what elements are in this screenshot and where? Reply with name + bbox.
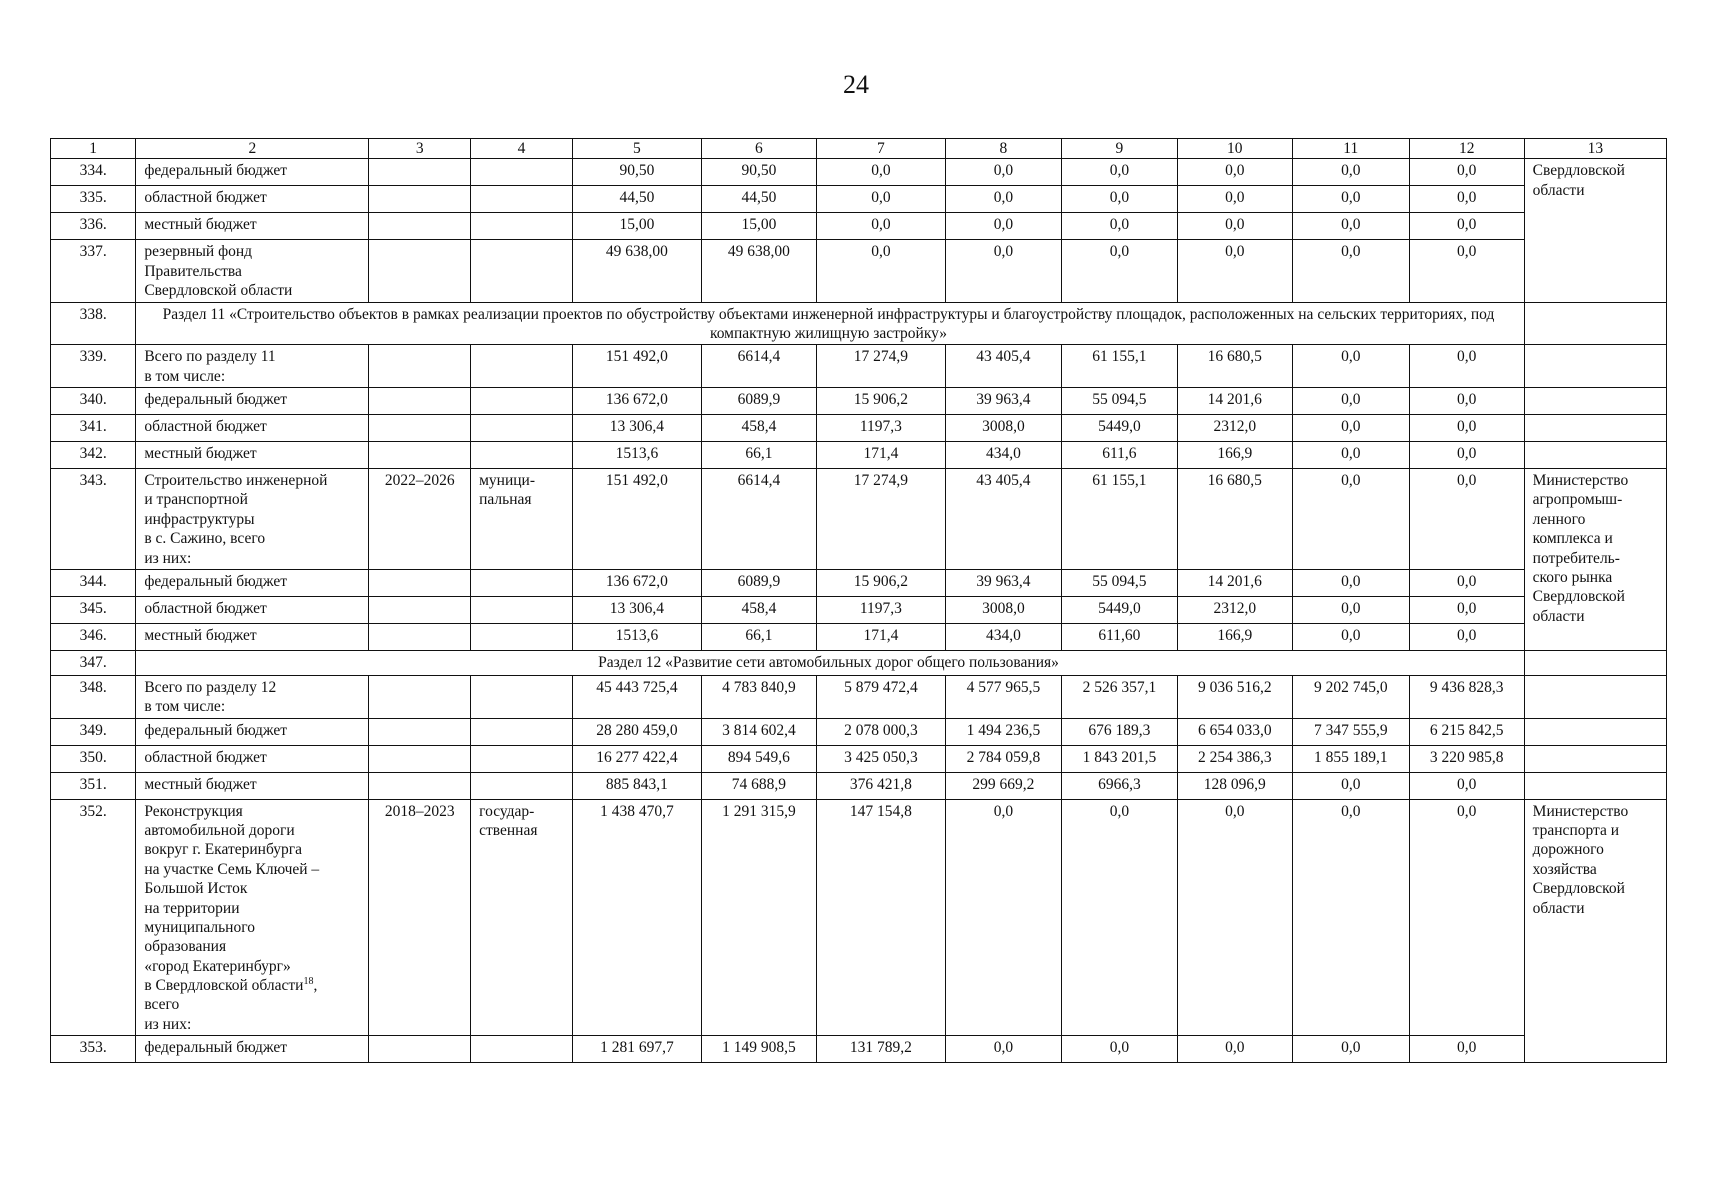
- row-name-text: резервный фонд Правительства Свердловской области: [144, 243, 293, 300]
- column-header: 1: [51, 139, 136, 159]
- value-cell: 166,9: [1177, 623, 1292, 650]
- ownership-cell: [471, 388, 573, 415]
- value-cell: 55 094,5: [1061, 388, 1177, 415]
- ownership-cell: [471, 718, 573, 745]
- value-cell: 0,0: [945, 1036, 1061, 1063]
- row-name-text: местный бюджет: [144, 216, 257, 234]
- row-name-text: федеральный бюджет: [144, 162, 287, 180]
- row-name: [136, 469, 369, 570]
- value-cell: 0,0: [945, 799, 1061, 1036]
- value-cell: 14 201,6: [1177, 569, 1292, 596]
- value-cell: 90,50: [701, 159, 816, 186]
- value-cell: 1 291 315,9: [701, 799, 816, 1036]
- row-name: [136, 213, 369, 240]
- value-cell: 1 438 470,7: [572, 799, 701, 1036]
- value-cell: 0,0: [1292, 345, 1409, 388]
- value-cell: 0,0: [1409, 388, 1524, 415]
- value-cell: 4 783 840,9: [701, 675, 816, 718]
- row-number: 345.: [51, 596, 136, 623]
- row-number: 352.: [51, 799, 136, 1036]
- period-cell: [369, 240, 471, 302]
- row-name-text: Строительство инженерной и транспортной инфраструктуры в с. Сажино, всего из них:: [144, 472, 328, 567]
- value-cell: 0,0: [1409, 186, 1524, 213]
- value-cell: 0,0: [1292, 1036, 1409, 1063]
- responsible-cell: Министерство агропромыш- ленного комплекса и потребитель- ского рынка Свердловской области: [1524, 469, 1666, 651]
- period-cell: [369, 159, 471, 186]
- value-cell: 136 672,0: [572, 569, 701, 596]
- value-cell: 39 963,4: [945, 569, 1061, 596]
- ownership-cell: [471, 1036, 573, 1063]
- column-header: 10: [1177, 139, 1292, 159]
- value-cell: 15 906,2: [816, 569, 945, 596]
- value-cell: 458,4: [701, 596, 816, 623]
- responsible-cell: Министерство транспорта и дорожного хозяйства Свердловской области: [1524, 799, 1666, 1063]
- value-cell: 5449,0: [1061, 415, 1177, 442]
- empty-cell: [1524, 302, 1666, 345]
- value-cell: 1 843 201,5: [1061, 745, 1177, 772]
- value-cell: 0,0: [1292, 469, 1409, 570]
- table-row: [51, 772, 1667, 799]
- table-row: [51, 1036, 1667, 1063]
- ownership-cell: государ- ственная: [471, 799, 573, 1036]
- value-cell: 171,4: [816, 442, 945, 469]
- table-row: [51, 718, 1667, 745]
- value-cell: 6614,4: [701, 469, 816, 570]
- row-name: [136, 569, 369, 596]
- value-cell: 2312,0: [1177, 596, 1292, 623]
- value-cell: 44,50: [572, 186, 701, 213]
- empty-cell: [1524, 675, 1666, 718]
- value-cell: 3 220 985,8: [1409, 745, 1524, 772]
- row-number: 351.: [51, 772, 136, 799]
- row-number: 349.: [51, 718, 136, 745]
- period-cell: [369, 345, 471, 388]
- table-row: [51, 799, 1667, 1036]
- period-cell: [369, 186, 471, 213]
- row-number: 343.: [51, 469, 136, 570]
- value-cell: 45 443 725,4: [572, 675, 701, 718]
- footnote-mark: 18: [303, 975, 314, 987]
- value-cell: 0,0: [1409, 569, 1524, 596]
- row-name-text: Всего по разделу 11 в том числе:: [144, 348, 276, 385]
- row-number: 336.: [51, 213, 136, 240]
- row-name: [136, 442, 369, 469]
- page-number: 24: [843, 70, 869, 99]
- value-cell: 434,0: [945, 442, 1061, 469]
- value-cell: 5 879 472,4: [816, 675, 945, 718]
- value-cell: 0,0: [1409, 469, 1524, 570]
- column-header: 12: [1409, 139, 1524, 159]
- value-cell: 0,0: [945, 186, 1061, 213]
- value-cell: 2 078 000,3: [816, 718, 945, 745]
- row-number: 334.: [51, 159, 136, 186]
- empty-cell: [1524, 650, 1666, 675]
- column-header: 13: [1524, 139, 1666, 159]
- period-cell: [369, 596, 471, 623]
- value-cell: 0,0: [1409, 240, 1524, 302]
- ownership-cell: [471, 186, 573, 213]
- column-header: 11: [1292, 139, 1409, 159]
- period-cell: 2018–2023: [369, 799, 471, 1036]
- row-name-text: Реконструкция автомобильной дороги вокруг г. Екатеринбурга на участке Семь Ключей – Большой Исток на территории муниципального образования «город Екатеринбург» в Свердловской области: [144, 802, 320, 994]
- section-title: Раздел 11 «Строительство объектов в рамках реализации проектов по обустройству объектами инженерной инфраструктуры и благоустройству площадок, расположенных на сельских территориях, под компактную жилищную застройку»: [136, 302, 1524, 345]
- value-cell: 7 347 555,9: [1292, 718, 1409, 745]
- table-row: [51, 675, 1667, 718]
- value-cell: 16 680,5: [1177, 469, 1292, 570]
- value-cell: 44,50: [701, 186, 816, 213]
- value-cell: 0,0: [816, 186, 945, 213]
- ownership-cell: муници- пальная: [471, 469, 573, 570]
- row-name: [136, 1036, 369, 1063]
- row-number: 346.: [51, 623, 136, 650]
- value-cell: 3 814 602,4: [701, 718, 816, 745]
- row-number: 335.: [51, 186, 136, 213]
- value-cell: 136 672,0: [572, 388, 701, 415]
- row-name-text: Всего по разделу 12 в том числе:: [144, 678, 277, 716]
- table-row: [51, 596, 1667, 623]
- empty-cell: [1524, 442, 1666, 469]
- column-header: 4: [471, 139, 573, 159]
- row-name: [136, 186, 369, 213]
- value-cell: 131 789,2: [816, 1036, 945, 1063]
- value-cell: 43 405,4: [945, 469, 1061, 570]
- value-cell: 1 149 908,5: [701, 1036, 816, 1063]
- value-cell: 0,0: [1292, 240, 1409, 302]
- value-cell: 0,0: [945, 159, 1061, 186]
- empty-cell: [1524, 718, 1666, 745]
- value-cell: 74 688,9: [701, 772, 816, 799]
- value-cell: 0,0: [1177, 159, 1292, 186]
- ownership-cell: [471, 569, 573, 596]
- row-number: 347.: [51, 650, 136, 675]
- row-name: [136, 159, 369, 186]
- value-cell: 16 680,5: [1177, 345, 1292, 388]
- row-name-text: областной бюджет: [144, 189, 267, 207]
- value-cell: 0,0: [816, 159, 945, 186]
- value-cell: 0,0: [1292, 213, 1409, 240]
- value-cell: 0,0: [816, 240, 945, 302]
- row-name-text: местный бюджет: [144, 775, 257, 793]
- value-cell: 0,0: [945, 240, 1061, 302]
- value-cell: 2 254 386,3: [1177, 745, 1292, 772]
- table-row: [51, 569, 1667, 596]
- value-cell: 676 189,3: [1061, 718, 1177, 745]
- value-cell: 13 306,4: [572, 596, 701, 623]
- value-cell: 6 215 842,5: [1409, 718, 1524, 745]
- value-cell: 0,0: [1292, 442, 1409, 469]
- ownership-cell: [471, 596, 573, 623]
- value-cell: 0,0: [1292, 159, 1409, 186]
- value-cell: 299 669,2: [945, 772, 1061, 799]
- value-cell: 458,4: [701, 415, 816, 442]
- value-cell: 13 306,4: [572, 415, 701, 442]
- ownership-cell: [471, 240, 573, 302]
- row-name: [136, 240, 369, 302]
- row-number: 337.: [51, 240, 136, 302]
- value-cell: 66,1: [701, 442, 816, 469]
- value-cell: 3008,0: [945, 415, 1061, 442]
- value-cell: 2 784 059,8: [945, 745, 1061, 772]
- table-row: [51, 186, 1667, 213]
- row-name-text: областной бюджет: [144, 599, 267, 617]
- value-cell: 894 549,6: [701, 745, 816, 772]
- period-cell: [369, 442, 471, 469]
- value-cell: 9 036 516,2: [1177, 675, 1292, 718]
- value-cell: 0,0: [1409, 596, 1524, 623]
- value-cell: 5449,0: [1061, 596, 1177, 623]
- row-name-text: местный бюджет: [144, 626, 257, 644]
- header-row: [51, 139, 1667, 159]
- ownership-cell: [471, 772, 573, 799]
- value-cell: 0,0: [1409, 213, 1524, 240]
- period-cell: [369, 675, 471, 718]
- row-name-text: федеральный бюджет: [144, 572, 287, 590]
- column-header: 8: [945, 139, 1061, 159]
- value-cell: 2 526 357,1: [1061, 675, 1177, 718]
- section-row: [51, 650, 1667, 675]
- row-name-text: федеральный бюджет: [144, 391, 287, 408]
- value-cell: 15 906,2: [816, 388, 945, 415]
- period-cell: [369, 415, 471, 442]
- row-name: [136, 596, 369, 623]
- value-cell: 151 492,0: [572, 469, 701, 570]
- table-row: [51, 159, 1667, 186]
- value-cell: 66,1: [701, 623, 816, 650]
- value-cell: 3008,0: [945, 596, 1061, 623]
- value-cell: 0,0: [1292, 569, 1409, 596]
- table-row: [51, 745, 1667, 772]
- section-row: [51, 302, 1667, 345]
- row-name: [136, 745, 369, 772]
- responsible-cell: Свердловской области: [1524, 159, 1666, 302]
- value-cell: 6614,4: [701, 345, 816, 388]
- period-cell: 2022–2026: [369, 469, 471, 570]
- value-cell: 17 274,9: [816, 469, 945, 570]
- value-cell: 0,0: [1292, 186, 1409, 213]
- section-title: Раздел 12 «Развитие сети автомобильных дорог общего пользования»: [136, 650, 1524, 675]
- value-cell: 0,0: [1409, 415, 1524, 442]
- row-number: 344.: [51, 569, 136, 596]
- value-cell: 0,0: [1061, 213, 1177, 240]
- row-number: 348.: [51, 675, 136, 718]
- value-cell: 0,0: [1177, 186, 1292, 213]
- value-cell: 61 155,1: [1061, 345, 1177, 388]
- value-cell: 61 155,1: [1061, 469, 1177, 570]
- empty-cell: [1524, 388, 1666, 415]
- value-cell: 0,0: [945, 213, 1061, 240]
- value-cell: 1513,6: [572, 442, 701, 469]
- value-cell: 49 638,00: [701, 240, 816, 302]
- row-number: 350.: [51, 745, 136, 772]
- table-row: [51, 469, 1667, 570]
- value-cell: 6 654 033,0: [1177, 718, 1292, 745]
- value-cell: 1 494 236,5: [945, 718, 1061, 745]
- value-cell: 434,0: [945, 623, 1061, 650]
- value-cell: 151 492,0: [572, 345, 701, 388]
- value-cell: 0,0: [1061, 1036, 1177, 1063]
- value-cell: 28 280 459,0: [572, 718, 701, 745]
- value-cell: 14 201,6: [1177, 388, 1292, 415]
- row-name: [136, 623, 369, 650]
- row-name-text: местный бюджет: [144, 445, 257, 462]
- row-name: [136, 388, 369, 415]
- row-name: [136, 772, 369, 799]
- value-cell: 16 277 422,4: [572, 745, 701, 772]
- value-cell: 128 096,9: [1177, 772, 1292, 799]
- value-cell: 0,0: [1292, 799, 1409, 1036]
- value-cell: 0,0: [816, 213, 945, 240]
- period-cell: [369, 388, 471, 415]
- value-cell: 1 281 697,7: [572, 1036, 701, 1063]
- empty-cell: [1524, 772, 1666, 799]
- value-cell: 0,0: [1177, 213, 1292, 240]
- value-cell: 90,50: [572, 159, 701, 186]
- value-cell: 6089,9: [701, 388, 816, 415]
- row-name-text: областной бюджет: [144, 418, 267, 435]
- table-row: [51, 213, 1667, 240]
- value-cell: 376 421,8: [816, 772, 945, 799]
- value-cell: 15,00: [572, 213, 701, 240]
- value-cell: 611,6: [1061, 442, 1177, 469]
- row-name-text: областной бюджет: [144, 748, 267, 766]
- row-number: 339.: [51, 345, 136, 388]
- value-cell: 0,0: [1292, 415, 1409, 442]
- table-row: [51, 388, 1667, 415]
- ownership-cell: [471, 675, 573, 718]
- empty-cell: [1524, 345, 1666, 388]
- table-row: [51, 240, 1667, 302]
- value-cell: 0,0: [1409, 1036, 1524, 1063]
- ownership-cell: [471, 213, 573, 240]
- table-row: [51, 345, 1667, 388]
- value-cell: 0,0: [1409, 345, 1524, 388]
- row-name: [136, 345, 369, 388]
- value-cell: 171,4: [816, 623, 945, 650]
- value-cell: 166,9: [1177, 442, 1292, 469]
- value-cell: 1513,6: [572, 623, 701, 650]
- row-name: [136, 799, 369, 1036]
- value-cell: 1 855 189,1: [1292, 745, 1409, 772]
- row-name: [136, 718, 369, 745]
- empty-cell: [1524, 415, 1666, 442]
- period-cell: [369, 213, 471, 240]
- value-cell: 1197,3: [816, 596, 945, 623]
- value-cell: 147 154,8: [816, 799, 945, 1036]
- ownership-cell: [471, 745, 573, 772]
- table-row: [51, 623, 1667, 650]
- period-cell: [369, 718, 471, 745]
- value-cell: 0,0: [1292, 388, 1409, 415]
- value-cell: 0,0: [1177, 799, 1292, 1036]
- value-cell: 0,0: [1292, 772, 1409, 799]
- value-cell: 9 436 828,3: [1409, 675, 1524, 718]
- period-cell: [369, 1036, 471, 1063]
- row-name: [136, 415, 369, 442]
- value-cell: 885 843,1: [572, 772, 701, 799]
- ownership-cell: [471, 415, 573, 442]
- value-cell: 9 202 745,0: [1292, 675, 1409, 718]
- ownership-cell: [471, 159, 573, 186]
- value-cell: 0,0: [1061, 159, 1177, 186]
- row-number: 341.: [51, 415, 136, 442]
- value-cell: 611,60: [1061, 623, 1177, 650]
- value-cell: 39 963,4: [945, 388, 1061, 415]
- row-number: 353.: [51, 1036, 136, 1063]
- value-cell: 0,0: [1292, 596, 1409, 623]
- column-header: 9: [1061, 139, 1177, 159]
- row-number: 340.: [51, 388, 136, 415]
- value-cell: 0,0: [1409, 159, 1524, 186]
- row-name: [136, 675, 369, 718]
- row-name-text: федеральный бюджет: [144, 721, 287, 739]
- value-cell: 0,0: [1177, 1036, 1292, 1063]
- period-cell: [369, 745, 471, 772]
- row-name-text: федеральный бюджет: [144, 1039, 287, 1057]
- row-number: 342.: [51, 442, 136, 469]
- column-header: 5: [572, 139, 701, 159]
- column-header: 3: [369, 139, 471, 159]
- value-cell: 6089,9: [701, 569, 816, 596]
- value-cell: 3 425 050,3: [816, 745, 945, 772]
- value-cell: 0,0: [1409, 772, 1524, 799]
- empty-cell: [1524, 745, 1666, 772]
- value-cell: 15,00: [701, 213, 816, 240]
- table-row: [51, 442, 1667, 469]
- value-cell: 1197,3: [816, 415, 945, 442]
- value-cell: 6966,3: [1061, 772, 1177, 799]
- value-cell: 0,0: [1409, 799, 1524, 1036]
- value-cell: 0,0: [1061, 186, 1177, 213]
- ownership-cell: [471, 345, 573, 388]
- value-cell: 4 577 965,5: [945, 675, 1061, 718]
- value-cell: 17 274,9: [816, 345, 945, 388]
- column-header: 2: [136, 139, 369, 159]
- value-cell: 0,0: [1177, 240, 1292, 302]
- column-header: 6: [701, 139, 816, 159]
- value-cell: 55 094,5: [1061, 569, 1177, 596]
- value-cell: 0,0: [1409, 442, 1524, 469]
- column-header: 7: [816, 139, 945, 159]
- ownership-cell: [471, 442, 573, 469]
- value-cell: 2312,0: [1177, 415, 1292, 442]
- period-cell: [369, 569, 471, 596]
- row-name-tail: , всего из них:: [144, 977, 318, 1033]
- value-cell: 49 638,00: [572, 240, 701, 302]
- value-cell: 43 405,4: [945, 345, 1061, 388]
- budget-table: [50, 138, 1667, 1063]
- value-cell: 0,0: [1061, 240, 1177, 302]
- row-number: 338.: [51, 302, 136, 345]
- value-cell: 0,0: [1061, 799, 1177, 1036]
- period-cell: [369, 772, 471, 799]
- value-cell: 0,0: [1292, 623, 1409, 650]
- table-row: [51, 415, 1667, 442]
- value-cell: 0,0: [1409, 623, 1524, 650]
- ownership-cell: [471, 623, 573, 650]
- period-cell: [369, 623, 471, 650]
